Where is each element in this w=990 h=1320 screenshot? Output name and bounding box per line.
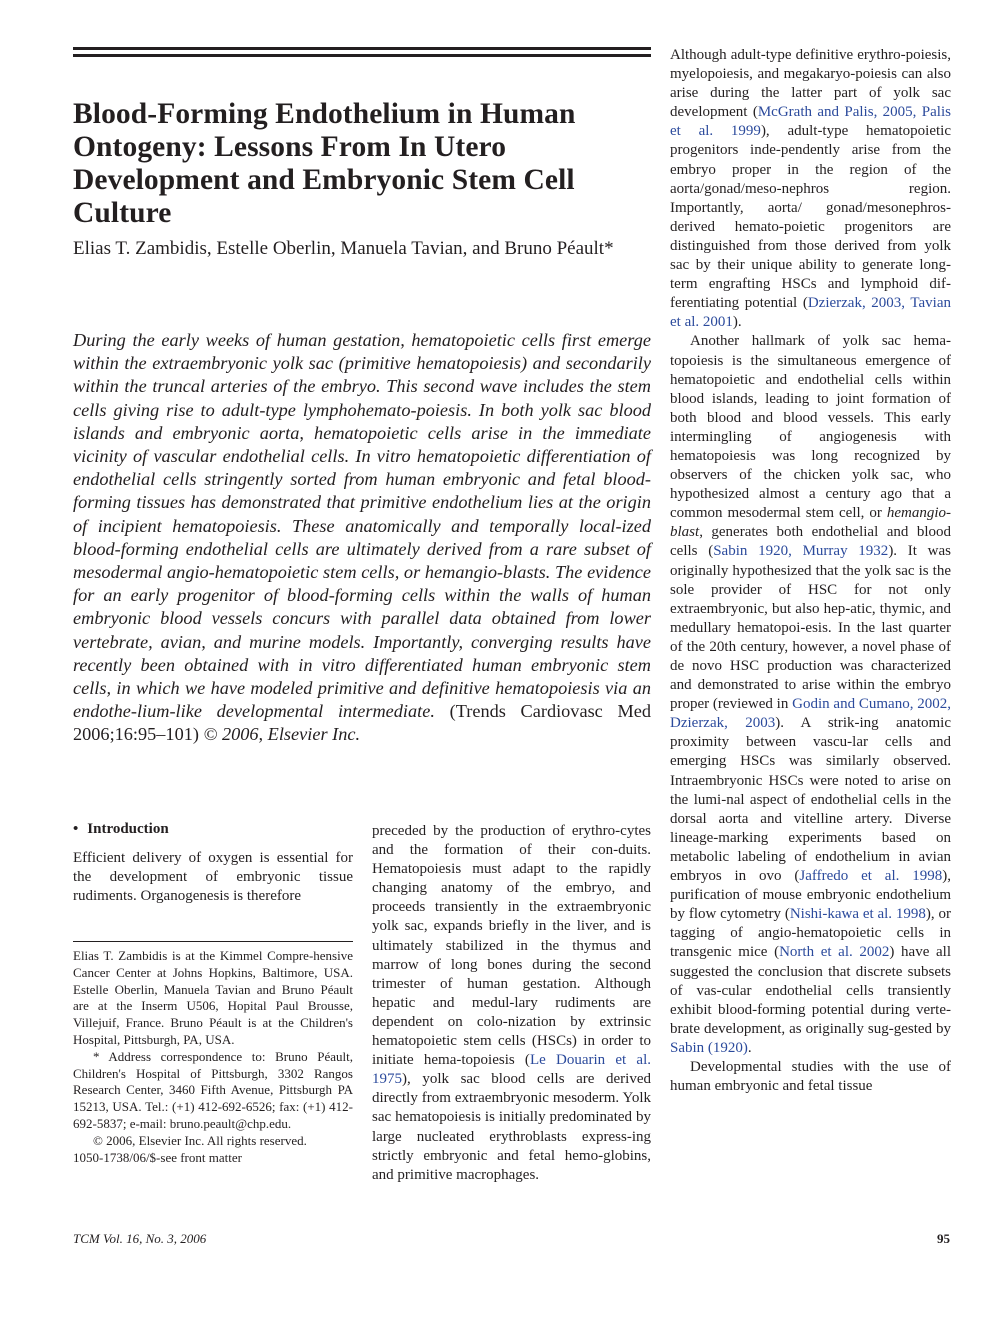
- copyright-note: © 2006, Elsevier Inc. All rights reserved.: [93, 1132, 307, 1148]
- body-paragraph: [372, 822, 651, 1185]
- top-rule-1: [73, 47, 651, 50]
- text-run: Although adult-type definitive erythro-poiesis, myelopoiesis, and megakaryo-poiesis can also arise during the latter part of yolk sac development (: [670, 47, 951, 121]
- text-run: ), adult-type hematopoietic progenitors inde-pendently arise from the embryo proper in the region of the aorta/gonad/meso-nephros region. Importantly, aorta/ gonad/mesonephros-derived hemato-poietic progenitors are distinguished from those derived from yolk sac by their unique ability to generate long-term engrafting HSCs and lymphoid dif-ferentiating potential (: [670, 123, 951, 312]
- reference-link[interactable]: Le Douarin et al. 1975: [372, 1052, 652, 1088]
- intro-heading-label: Introduction: [87, 821, 169, 837]
- text-run: , generates both endothelial and blood cells (: [670, 524, 951, 560]
- top-rule-2: [73, 54, 651, 57]
- section-heading: [73, 820, 353, 839]
- abstract-text: During the early weeks of human gestation, hematopoietic cells first emerge within the extraembryonic yolk sac (primitive hematopoiesis) and secondarily within the truncal arteries of the embryo. This second wave includes the stem cells giving rise to adult-type lymphohemato-poiesis. In both yolk sac blood islands and embryonic aorta, hematopoietic cells arise in the immediate vicinity of vascular endothelial cells. In vitro hematopoietic differentiation of endothelial cells stringently sorted from human embryonic and fetal blood-forming tissues has demonstrated that primitive endothelium lies at the origin of incipient hematopoiesis. These anatomically and temporally local-ized blood-forming endothelial cells are ultimately derived from a rare subset of mesodermal angio-hematopoietic stem cells, or hemangio-blasts. The evidence for an early progenitor of blood-forming cells within the walls of human embryonic blood vessels concurs with parallel data obtained from lower vertebrate, avian, and murine models. Importantly, converging results have recently been obtained with in vitro differentiated human embryonic stem cells, in which we have modeled primitive and definitive hematopoiesis via an endothe-lium-like developmental intermediate.: [73, 330, 651, 722]
- author-list: Elias T. Zambidis, Estelle Oberlin, Manuela Tavian, and Bruno Péault*: [73, 238, 614, 259]
- intro-column: [73, 820, 353, 906]
- text-run: ). A strik-ing anatomic proximity between vascu-lar cells and emerging HSCs was similarly observed. Intraembryonic HSCs were noted to arise on the lumi-nal aspect of endothelial cells in the dorsal aorta and vitelline artery. Diverse lineage-marking experiments based on metabolic labeling of endothelium in avian embryos in ovo (: [670, 715, 951, 885]
- reference-link[interactable]: North et al. 2002: [779, 944, 890, 961]
- body-paragraph: Developmental studies with the use of human embryonic and fetal tissue: [670, 1058, 951, 1095]
- text-run: preceded by the production of erythro-cytes and the formation of their con-duits. Hematopoiesis must adapt to the rapidly changing anatomy of the embryo, and proceeds transiently in the extraembryonic yolk sac, expands briefly in the liver, and is ultimately stabilized in the thymus and marrow of long bones during the second trimester of human gestation. Although hepatic and medul-lary rudiments are dependent on colo-nization by extrinsic hematopoietic stem cells (HSCs) in order to initiate hema-topoiesis (: [372, 823, 651, 1069]
- bullet-icon: •: [73, 821, 79, 837]
- right-column: [670, 46, 951, 1096]
- body-paragraph: [670, 46, 951, 332]
- middle-column: [372, 822, 651, 1185]
- affiliation-note: Elias T. Zambidis is at the Kimmel Compre-hensive Cancer Center at Johns Hopkins, Baltimore, USA. Estelle Oberlin, Manuela Tavian and Bruno Péault are at the Inserm U506, Hopital Paul Brousse, Villejuif, France. Bruno Péault is at the Children's Hospital, Pittsburgh, PA, USA.: [73, 948, 353, 1047]
- abstract-copyright: © 2006, Elsevier Inc.: [203, 724, 361, 745]
- text-run: ).: [732, 314, 742, 331]
- author-footnotes: [73, 941, 353, 1166]
- journal-footer: TCM Vol. 16, No. 3, 2006: [73, 1231, 207, 1246]
- text-run: ), or tagging of angio-hematopoietic cells in transgenic mice (: [670, 906, 951, 961]
- article-title: Blood-Forming Endothelium in Human Ontogeny: Lessons From In Utero Development and Embryonic Stem Cell Culture: [73, 98, 576, 229]
- reference-link[interactable]: Sabin 1920, Murray 1932: [713, 543, 889, 560]
- text-run: ). It was originally hypothesized that the yolk sac is the sole provider of HSC for not only extraembryonic, but also hep-atic, thymic, and medullary hematopoi-esis. In the last quarter of the 20th century, however, a novel phase of de novo HSC production was characterized and demonstrated to arise within the embryo proper (reviewed in: [670, 543, 952, 713]
- text-run: ), purification of mouse embryonic endothelium by flow cytometry (: [670, 868, 951, 923]
- correspondence-note: * Address correspondence to: Bruno Péault, Children's Hospital of Pittsburgh, 3302 Rangos Research Center, 3460 Fifth Avenue, Pittsburgh PA 15213, USA. Tel.: (+1) 412-692-6526; fax: (+1) 412-692-5837; e-mail: bruno.peault@chp.edu.: [73, 1048, 353, 1131]
- text-run: ) have all suggested the conclusion that discrete subsets of vas-cular endothelial cells transiently exhibit blood-forming potential during verte-brate development, as originally sug-gested by: [670, 944, 951, 1037]
- issn-note: 1050-1738/06/$-see front matter: [73, 1149, 242, 1165]
- reference-link[interactable]: Dzierzak, 2003, Tavian et al. 2001: [670, 295, 951, 331]
- text-run: Another hallmark of yolk sac hema-topoiesis is the simultaneous emergence of hematopoietic and endothelial cells within blood islands, leading to joint formation of both blood and blood vessels. This early intermingling of angiogenesis with hematopoiesis was long recognized by observers of the chicken yolk sac, who hypothesized almost a century ago that a common mesodermal stem cell, or: [670, 333, 951, 522]
- body-paragraph: [670, 332, 951, 1058]
- reference-link[interactable]: McGrath and Palis, 2005, Palis et al. 1999: [670, 104, 951, 140]
- page-number: 95: [937, 1231, 950, 1246]
- emphasis-term: hemangio-blast: [670, 505, 951, 541]
- abstract-citation: (Trends Cardiovasc Med 2006;16:95–101): [73, 701, 652, 745]
- text-run: .: [747, 1039, 752, 1056]
- reference-link[interactable]: Godin and Cumano, 2002, Dzierzak, 2003: [670, 696, 951, 732]
- text-run: ), yolk sac blood cells are derived directly from extraembryonic mesoderm. Yolk sac hematopoiesis is initially predominated by large nucleated erythroblasts express-ing strictly embryonic and fetal hemo-globins, and primitive macrophages.: [372, 1071, 651, 1183]
- reference-link[interactable]: Jaffredo et al. 1998: [799, 868, 943, 885]
- reference-link[interactable]: Sabin (1920): [670, 1039, 748, 1056]
- reference-link[interactable]: Nishi-kawa et al. 1998: [789, 906, 926, 923]
- intro-paragraph: Efficient delivery of oxygen is essential for the development of embryonic tissue rudiments. Organogenesis is therefore: [73, 850, 353, 905]
- abstract: [73, 329, 651, 747]
